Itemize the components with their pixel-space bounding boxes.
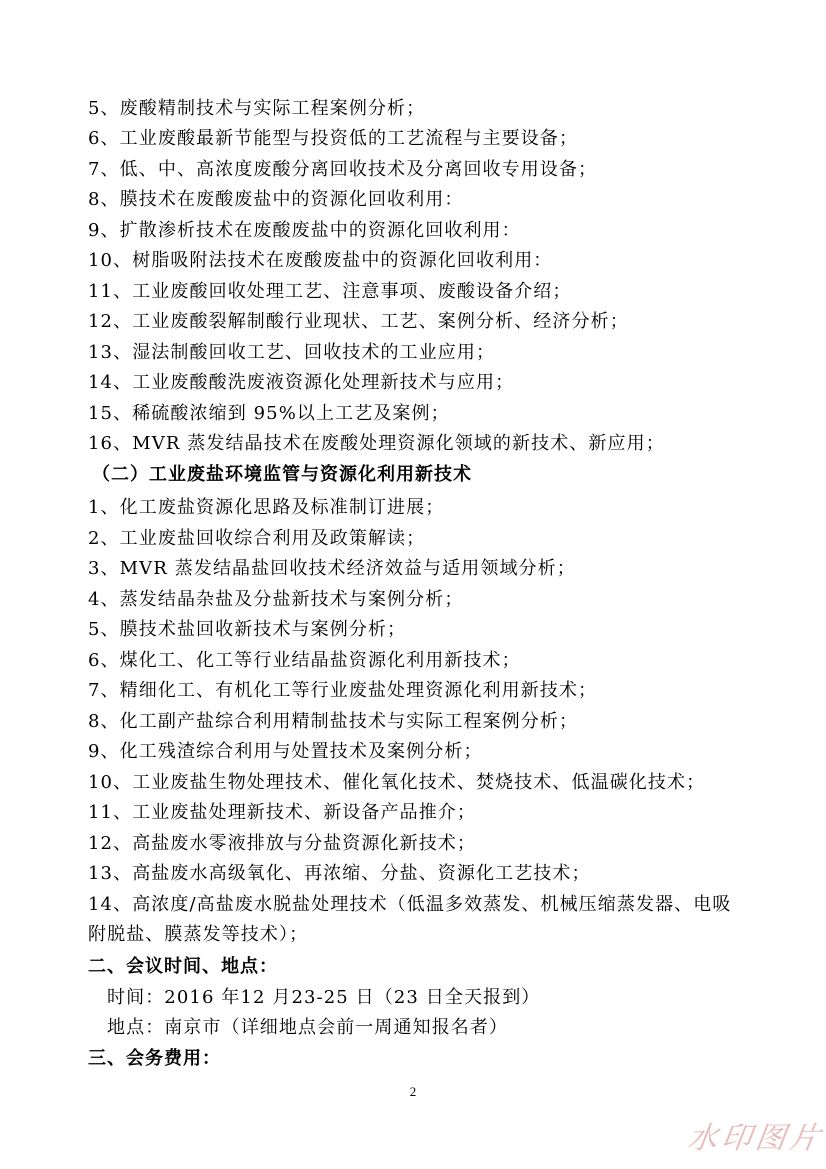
list-item: 4、蒸发结晶杂盐及分盐新技术与案例分析； [88, 589, 464, 610]
list-item: 8、膜技术在废酸废盐中的资源化回收利用： [88, 189, 464, 210]
watermark-logo: 水印图片 [685, 1121, 826, 1156]
list-item: 5、膜技术盐回收新技术与案例分析； [88, 619, 407, 640]
list-item: 16、MVR 蒸发结晶技术在废酸处理资源化领域的新技术、新应用； [88, 433, 665, 454]
list-item: 9、扩散渗析技术在废酸废盐中的资源化回收利用： [88, 220, 521, 241]
list-item: 11、工业废盐处理新技术、新设备产品推介； [88, 802, 477, 823]
list-item: 8、化工副产盐综合利用精制盐技术与实际工程案例分析； [88, 711, 579, 732]
list-item: 7、精细化工、有机化工等行业废盐处理资源化利用新技术； [88, 680, 598, 701]
list-item: 6、工业废酸最新节能型与投资低的工艺流程与主要设备； [88, 128, 579, 149]
list-item: 2、工业废盐回收综合利用及政策解读； [88, 528, 426, 549]
list-item: 15、稀硫酸浓缩到 95%以上工艺及案例； [88, 403, 450, 424]
list-item: 11、工业废酸回收处理工艺、注意事项、废酸设备介绍； [88, 281, 572, 302]
list-item: 13、高盐废水高级氧化、再浓缩、分盐、资源化工艺技术； [88, 863, 591, 884]
list-item: 14、工业废酸酸洗废液资源化处理新技术与应用； [88, 372, 515, 393]
list-item: 13、湿法制酸回收工艺、回收技术的工业应用； [88, 342, 496, 363]
list-item: 10、树脂吸附法技术在废酸废盐中的资源化回收利用： [88, 250, 553, 271]
section2-heading: （二）工业废盐环境监管与资源化利用新技术 [92, 464, 472, 485]
list-item: 1、化工废盐资源化思路及标准制订进展； [88, 497, 445, 518]
list-item: 9、化工残渣综合利用与处置技术及案例分析； [88, 741, 483, 762]
list-item: 3、MVR 蒸发结晶盐回收技术经济效益与适用领域分析； [88, 558, 576, 579]
section-two-heading: 二、会议时间、地点： [88, 956, 278, 977]
meeting-time: 时间：2016 年12 月23-25 日（23 日全天报到） [107, 987, 541, 1008]
page-number: 2 [409, 1084, 417, 1099]
list-item: 5、废酸精制技术与实际工程案例分析； [88, 98, 426, 119]
section-three-heading: 三、会务费用： [88, 1048, 221, 1069]
list-item: 6、煤化工、化工等行业结晶盐资源化利用新技术； [88, 650, 521, 671]
meeting-location: 地点：南京市（详细地点会前一周通知报名者） [107, 1017, 509, 1038]
list-item-14-line1: 14、高浓度/高盐废水脱盐处理技术（低温多效蒸发、机械压缩蒸发器、电吸 [88, 894, 732, 915]
list-item: 12、工业废酸裂解制酸行业现状、工艺、案例分析、经济分析； [88, 311, 629, 332]
list-item: 7、低、中、高浓度废酸分离回收技术及分离回收专用设备； [88, 159, 598, 180]
list-item: 10、工业废盐生物处理技术、催化氧化技术、焚烧技术、低温碳化技术； [88, 772, 706, 793]
list-item: 12、高盐废水零液排放与分盐资源化新技术； [88, 833, 477, 854]
list-item-14-line2: 附脱盐、膜蒸发等技术）； [88, 924, 309, 945]
